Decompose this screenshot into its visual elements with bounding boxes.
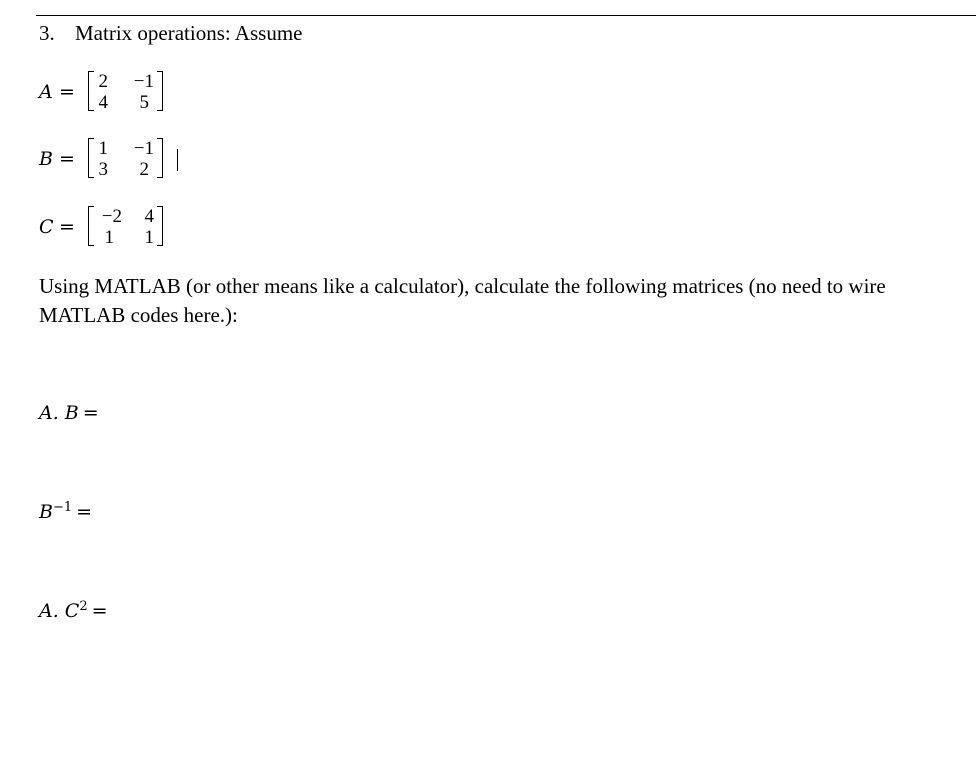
matrix-c-equals: =	[59, 216, 75, 238]
answer-binv-base: B	[39, 501, 53, 523]
matrix-a	[88, 70, 163, 114]
answer-b-inverse	[39, 500, 92, 524]
matrix-a-r2c2: 5	[139, 92, 149, 113]
matrix-b-r1c2: −1	[133, 138, 154, 159]
answer-ac2-exponent: 2	[79, 599, 88, 614]
matrix-b-r1c1: 1	[98, 138, 108, 159]
right-bracket	[157, 138, 163, 178]
right-bracket	[157, 71, 163, 111]
matrix-a-r1c2: −1	[133, 71, 154, 92]
answer-ac2	[39, 599, 108, 623]
matrix-b-label: B	[39, 148, 53, 170]
matrix-a-label: A	[39, 81, 53, 103]
matrix-b-equals: =	[59, 148, 75, 170]
matrix-b-r2c2: 2	[139, 159, 149, 180]
text-cursor	[177, 149, 178, 171]
matrix-a-equals: =	[59, 81, 75, 103]
right-bracket	[157, 206, 163, 246]
matrix-c-r1c2: 4	[144, 206, 154, 227]
top-rule	[36, 15, 976, 16]
answer-ab-lhs: A. B	[39, 402, 79, 424]
answer-ac2-base: A. C	[39, 600, 80, 622]
matrix-c-r2c1: 1	[104, 227, 114, 248]
matrix-a-r2c1: 4	[98, 92, 108, 113]
matrix-b-r2c1: 3	[98, 159, 108, 180]
matrix-c-r1c1: −2	[101, 206, 122, 227]
answer-ab	[39, 401, 99, 425]
matrix-a-r1c1: 2	[98, 71, 108, 92]
question-heading	[39, 19, 302, 47]
answer-ac2-equals: =	[91, 600, 108, 622]
answer-binv-exponent: −1	[52, 500, 73, 515]
answer-ab-equals: =	[82, 402, 99, 424]
matrix-b	[88, 137, 163, 181]
instructions-paragraph: Using MATLAB (or other means like a calculator), calculate the following matrices (no need to wire MATLAB codes here.):	[39, 274, 886, 327]
question-number: 3.	[39, 21, 55, 45]
matrix-c	[88, 205, 163, 249]
matrix-c-r2c2: 1	[144, 227, 154, 248]
question-title: Matrix operations: Assume	[75, 21, 303, 45]
answer-binv-equals: =	[76, 501, 93, 523]
matrix-c-label: C	[39, 216, 54, 238]
